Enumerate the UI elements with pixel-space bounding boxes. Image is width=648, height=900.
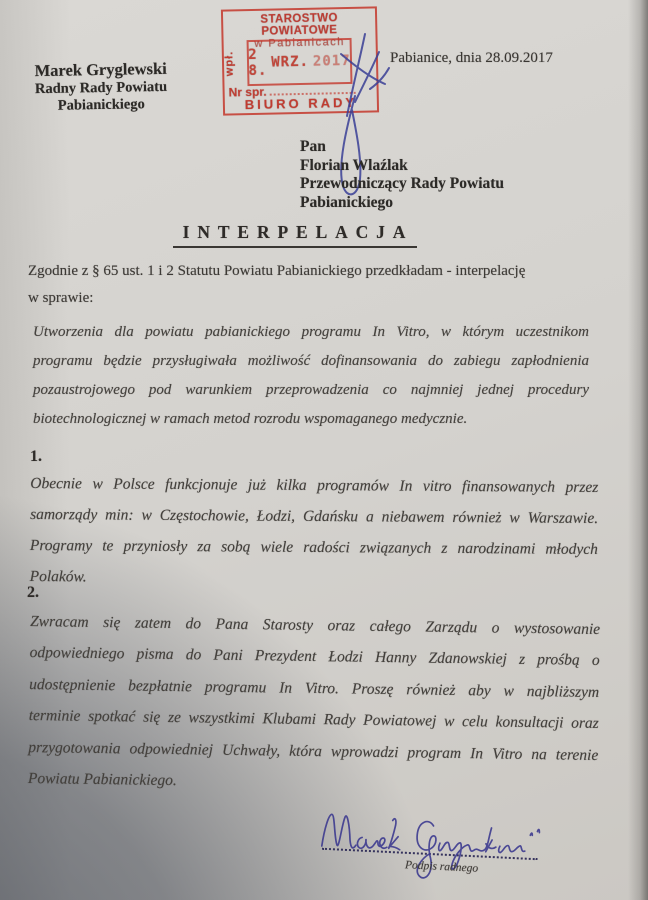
section-2-line: odpowiedniego pisma do Pani Prezydent Łodzi Hanny Zdanowskiej z prośbą o <box>29 644 600 670</box>
section-1-number: 1. <box>30 448 42 465</box>
section-1-line: Programy te przyniosły za sobą wiele radości związanych z narodzinami młodych <box>29 537 598 558</box>
signature-caption: Podpis radnego <box>404 859 479 875</box>
addressee-title-2: Pabianickiego <box>300 193 394 211</box>
addressee-name: Florian Wlaźlak <box>300 156 408 174</box>
stamp-place: w Pabianicach <box>254 36 345 50</box>
dateline: Pabianice, dnia 28.09.2017 <box>390 50 553 66</box>
subject-line: Utworzenia dla powiatu pabianickiego programu In Vitro, w którym uczestnikom <box>33 324 589 340</box>
section-2-line: Zwracam się zatem do Pana Starosty oraz całego Zarządu o wystosowanie <box>30 613 601 638</box>
addressee-salutation: Pan <box>300 138 326 155</box>
subject-paragraph <box>33 318 589 434</box>
sender-name: Marek Gryglewski <box>34 58 167 81</box>
document-title-wrap <box>30 222 560 248</box>
section-2-line: terminie spotkać się ze wszystkimi Klubami Rady Powiatowej w celu konsultacji oraz <box>28 707 599 733</box>
stamp-date-year: 2017 <box>312 52 351 70</box>
handwritten-signature <box>315 794 556 890</box>
stamp-date-day: 2 8. <box>248 46 268 80</box>
subject-line: programu będzie przysługiwała możliwość dofinansowania do zabiegu zapłodnienia <box>33 353 589 369</box>
section-2-line: Powiatu Pabianickiego. <box>27 770 177 790</box>
stamp-date-month: WRZ. <box>271 53 310 71</box>
stamp-organization: STAROSTWO POWIATOWE <box>260 12 338 38</box>
section-1-paragraph <box>30 468 599 596</box>
stamp-received-label: wpł. <box>223 50 236 77</box>
document-title: INTERPELACJA <box>173 222 418 248</box>
section-1-line: Polaków. <box>29 568 87 586</box>
sender-role-2: Pabianickiego <box>57 96 145 114</box>
intro-paragraph <box>28 258 593 312</box>
section-1-line: samorządy min: w Częstochowie, Łodzi, Gdańsku a niebawem również w Warszawie. <box>30 506 599 527</box>
section-2-paragraph <box>28 606 601 802</box>
sender-block <box>5 58 198 115</box>
intro-line: Zgodnie z § 65 ust. 1 i 2 Statutu Powiatu Pabianickiego przedkładam - interpelację <box>28 263 526 279</box>
intro-line: w sprawie: <box>28 290 94 306</box>
addressee-block <box>300 138 504 212</box>
section-2-line: udostępnienie bezpłatnie programu In Vitro. Proszę również aby w najbliższym <box>29 675 600 701</box>
section-2-number: 2. <box>27 584 39 601</box>
stamp-case-number-label: Nr spr. <box>228 84 267 100</box>
subject-line: pozaustrojowego pod warunkiem przeprowadzenia co najmniej jednej procedury <box>33 382 589 398</box>
sender-role: Radny Rady Powiatu <box>34 78 168 98</box>
section-1-line: Obecnie w Polsce funkcjonuje już kilka programów In vitro finansowanych przez <box>30 475 599 496</box>
stamp-office: BIURO RADY <box>244 94 358 113</box>
subject-line: biotechnologicznej w ramach metod rozrodu wspomaganego medycznie. <box>33 411 468 427</box>
addressee-title: Przewodniczący Rady Powiatu <box>300 175 505 192</box>
section-2-line: przygotowania odpowiedniej Uchwały, która wprowadzi program In Vitro na terenie <box>28 738 599 764</box>
